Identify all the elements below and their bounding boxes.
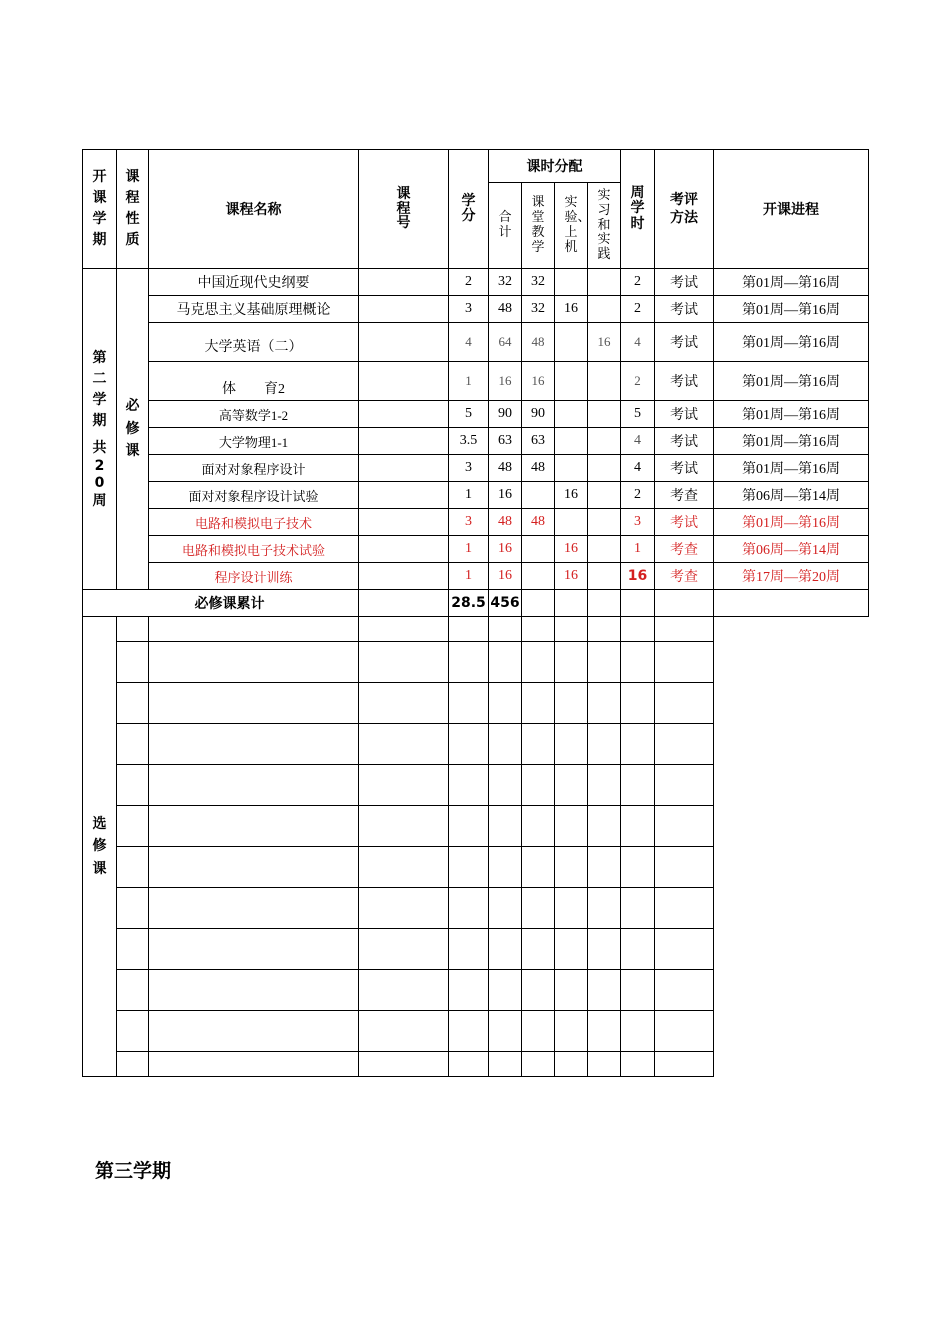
elective-cell [149,642,359,683]
course-lecture: 48 [522,509,555,536]
course-weekly: 2 [621,362,655,401]
course-weekly: 1 [621,536,655,563]
course-total: 48 [489,455,522,482]
header-practice: 实习和实践 [588,183,621,269]
elective-cell [621,970,655,1011]
course-practice [588,401,621,428]
elective-cell [117,806,149,847]
course-credit: 3 [449,509,489,536]
course-row [83,509,869,536]
course-schedule: 第06周—第14周 [714,536,869,563]
course-total: 32 [489,269,522,296]
elective-cell [449,724,489,765]
elective-cell [522,765,555,806]
course-lab: 16 [555,482,588,509]
course-row [83,482,869,509]
elective-cell [359,642,449,683]
elective-cell [621,683,655,724]
elective-cell [655,724,714,765]
elective-cell [588,617,621,642]
course-name: 大学英语（二） [149,323,359,362]
elective-cell [588,970,621,1011]
elective-cell [621,617,655,642]
elective-cell [489,847,522,888]
elective-cell [555,617,588,642]
course-exam: 考查 [655,482,714,509]
header-period: 开课学期 [83,150,117,269]
elective-cell [117,617,149,642]
header-lab: 实验、上机 [555,183,588,269]
course-lecture: 32 [522,296,555,323]
elective-row [83,617,869,642]
course-name: 大学物理1-1 [149,428,359,455]
elective-cell [655,617,714,642]
elective-cell [449,642,489,683]
header-exam: 考评方法 [655,150,714,269]
course-code [359,428,449,455]
course-total: 48 [489,509,522,536]
elective-cell [555,683,588,724]
elective-cell [588,929,621,970]
course-exam: 考试 [655,296,714,323]
elective-cell [149,765,359,806]
course-practice [588,362,621,401]
elective-cell [555,929,588,970]
elective-cell [489,888,522,929]
course-lecture: 90 [522,401,555,428]
header-nature: 课程性质 [117,150,149,269]
course-name: 中国近现代史纲要 [149,269,359,296]
course-exam: 考查 [655,563,714,590]
elective-cell [449,929,489,970]
elective-row [83,929,869,970]
course-row [83,455,869,482]
elective-cell [522,806,555,847]
elective-cell [522,1052,555,1077]
elective-row [83,683,869,724]
elective-cell [117,970,149,1011]
course-lab [555,362,588,401]
header-credit: 学分 [449,150,489,269]
elective-cell [655,806,714,847]
course-schedule: 第01周—第16周 [714,455,869,482]
course-exam: 考试 [655,323,714,362]
required-label-cell: 必修课 [117,269,149,590]
elective-cell [359,1052,449,1077]
course-credit: 3 [449,296,489,323]
elective-cell [555,806,588,847]
elective-cell [449,683,489,724]
elective-cell [117,929,149,970]
elective-cell [117,642,149,683]
elective-cell [117,1052,149,1077]
elective-row [83,847,869,888]
elective-cell [449,888,489,929]
elective-cell [489,617,522,642]
subtotal-total: 456 [489,590,522,617]
elective-cell [655,1052,714,1077]
course-lecture [522,563,555,590]
elective-cell [621,888,655,929]
elective-cell [621,929,655,970]
course-schedule: 第01周—第16周 [714,509,869,536]
course-code [359,296,449,323]
elective-cell [359,929,449,970]
course-row [83,563,869,590]
course-lab [555,401,588,428]
elective-cell [621,806,655,847]
course-credit: 1 [449,362,489,401]
course-lecture: 48 [522,323,555,362]
elective-cell [522,724,555,765]
course-lecture [522,536,555,563]
course-exam: 考试 [655,428,714,455]
elective-cell [359,1011,449,1052]
course-name: 马克思主义基础原理概论 [149,296,359,323]
course-credit: 4 [449,323,489,362]
course-credit: 1 [449,482,489,509]
elective-cell [621,847,655,888]
course-practice [588,428,621,455]
elective-row [83,888,869,929]
elective-cell [489,1052,522,1077]
course-practice [588,482,621,509]
course-weekly: 2 [621,296,655,323]
elective-cell [489,1011,522,1052]
course-code [359,536,449,563]
course-exam: 考试 [655,455,714,482]
elective-cell [149,806,359,847]
course-total: 16 [489,362,522,401]
elective-cell [522,683,555,724]
elective-cell [555,970,588,1011]
elective-cell [149,888,359,929]
course-code [359,482,449,509]
elective-cell [555,724,588,765]
course-lab: 16 [555,563,588,590]
course-row [83,428,869,455]
course-lecture: 32 [522,269,555,296]
course-name: 程序设计训练 [149,563,359,590]
course-schedule: 第01周—第16周 [714,323,869,362]
elective-row [83,765,869,806]
elective-cell [359,970,449,1011]
elective-row [83,642,869,683]
next-section-title: 第三学期 [95,1160,172,1182]
elective-cell [359,888,449,929]
elective-cell [655,888,714,929]
elective-cell [588,642,621,683]
elective-cell [588,683,621,724]
elective-cell [588,765,621,806]
header-schedule: 开课进程 [714,150,869,269]
course-exam: 考试 [655,509,714,536]
elective-cell [621,724,655,765]
elective-row [83,806,869,847]
course-total: 16 [489,536,522,563]
elective-cell [555,1011,588,1052]
course-lecture: 63 [522,428,555,455]
elective-cell [359,765,449,806]
elective-cell [117,765,149,806]
elective-row [83,724,869,765]
course-total: 48 [489,296,522,323]
course-code [359,563,449,590]
course-practice [588,269,621,296]
course-schedule: 第17周—第20周 [714,563,869,590]
elective-cell [522,847,555,888]
elective-cell [655,929,714,970]
elective-cell [655,683,714,724]
course-name: 电路和模拟电子技术 [149,509,359,536]
elective-cell [359,617,449,642]
header-total: 合计 [489,183,522,269]
elective-cell [555,888,588,929]
course-exam: 考试 [655,401,714,428]
course-total: 16 [489,563,522,590]
subtotal-credit: 28.5 [449,590,489,617]
course-lab: 16 [555,536,588,563]
course-weekly: 2 [621,482,655,509]
elective-cell [117,847,149,888]
elective-cell [555,847,588,888]
course-practice [588,296,621,323]
course-lab [555,455,588,482]
course-lecture: 16 [522,362,555,401]
elective-cell [449,1011,489,1052]
header-hours-group: 课时分配 [489,150,621,183]
elective-row [83,1011,869,1052]
elective-row [83,970,869,1011]
elective-cell [588,724,621,765]
course-credit: 1 [449,563,489,590]
elective-cell [555,765,588,806]
course-weekly: 16 [621,563,655,590]
course-code [359,362,449,401]
course-name: 体 育2 [149,362,359,401]
elective-cell [621,1011,655,1052]
elective-cell [149,724,359,765]
elective-cell [149,1011,359,1052]
elective-cell [555,1052,588,1077]
course-row [83,296,869,323]
course-plan-table [82,149,869,1077]
elective-cell [588,847,621,888]
elective-cell [449,765,489,806]
course-code [359,509,449,536]
course-credit: 1 [449,536,489,563]
elective-cell [359,683,449,724]
course-row [83,536,869,563]
elective-cell [149,1052,359,1077]
course-schedule: 第01周—第16周 [714,362,869,401]
course-credit: 3 [449,455,489,482]
elective-cell [149,970,359,1011]
elective-cell [449,806,489,847]
course-total: 64 [489,323,522,362]
elective-cell [489,970,522,1011]
elective-cell [489,765,522,806]
elective-cell [655,765,714,806]
course-lab: 16 [555,296,588,323]
course-name: 高等数学1-2 [149,401,359,428]
elective-cell [522,1011,555,1052]
elective-row [83,1052,869,1077]
course-lab [555,509,588,536]
header-code: 课程号 [359,150,449,269]
header-lecture: 课堂教学 [522,183,555,269]
course-total: 63 [489,428,522,455]
course-name: 面对对象程序设计试验 [149,482,359,509]
course-exam: 考查 [655,536,714,563]
elective-cell [149,617,359,642]
elective-cell [621,642,655,683]
elective-cell [489,683,522,724]
elective-cell [449,1052,489,1077]
course-total: 90 [489,401,522,428]
course-code [359,269,449,296]
required-courses [83,269,869,590]
course-name: 电路和模拟电子技术试验 [149,536,359,563]
elective-cell [359,724,449,765]
course-row [83,323,869,362]
elective-cell [655,642,714,683]
header-weekly: 周学时 [621,150,655,269]
course-practice [588,563,621,590]
elective-cell [149,929,359,970]
elective-cell [522,642,555,683]
course-code [359,455,449,482]
elective-cell [149,847,359,888]
header-name: 课程名称 [149,150,359,269]
elective-cell [449,617,489,642]
course-weekly: 4 [621,428,655,455]
course-practice [588,509,621,536]
elective-cell [489,806,522,847]
elective-cell [449,847,489,888]
elective-cell [588,806,621,847]
course-lecture [522,482,555,509]
elective-cell [655,970,714,1011]
elective-cell [117,683,149,724]
subtotal-row [83,590,869,617]
course-schedule: 第01周—第16周 [714,428,869,455]
elective-cell [655,1011,714,1052]
course-exam: 考试 [655,269,714,296]
course-code [359,401,449,428]
elective-cell [359,847,449,888]
elective-cell [621,1052,655,1077]
course-row [83,269,869,296]
elective-cell [555,642,588,683]
course-weekly: 2 [621,269,655,296]
elective-cell [522,617,555,642]
course-lab [555,428,588,455]
course-schedule: 第01周—第16周 [714,296,869,323]
course-row [83,362,869,401]
elective-cell [588,888,621,929]
course-practice [588,536,621,563]
elective-cell [489,724,522,765]
elective-cell [489,929,522,970]
course-exam: 考试 [655,362,714,401]
elective-cell [655,847,714,888]
course-lab [555,269,588,296]
elective-cell [117,1011,149,1052]
elective-cell [149,683,359,724]
elective-cell [489,642,522,683]
course-credit: 2 [449,269,489,296]
elective-cell [522,888,555,929]
elective-cell [621,765,655,806]
course-name: 面对对象程序设计 [149,455,359,482]
course-code [359,323,449,362]
elective-courses [83,617,869,1077]
elective-label-cell: 选修课 [83,617,117,1077]
course-total: 16 [489,482,522,509]
elective-cell [449,970,489,1011]
course-schedule: 第01周—第16周 [714,401,869,428]
course-weekly: 4 [621,455,655,482]
elective-cell [588,1052,621,1077]
course-weekly: 3 [621,509,655,536]
elective-cell [359,806,449,847]
elective-cell [588,1011,621,1052]
course-lecture: 48 [522,455,555,482]
elective-cell [522,929,555,970]
elective-cell [522,970,555,1011]
course-weekly: 4 [621,323,655,362]
course-row [83,401,869,428]
course-credit: 5 [449,401,489,428]
course-schedule: 第01周—第16周 [714,269,869,296]
elective-cell [117,888,149,929]
course-weekly: 5 [621,401,655,428]
course-schedule: 第06周—第14周 [714,482,869,509]
elective-cell [117,724,149,765]
course-practice: 16 [588,323,621,362]
subtotal-label: 必修课累计 [149,590,359,617]
course-credit: 3.5 [449,428,489,455]
semester-label-cell: 第二学期 共20周 [83,269,117,590]
course-lab [555,323,588,362]
course-practice [588,455,621,482]
